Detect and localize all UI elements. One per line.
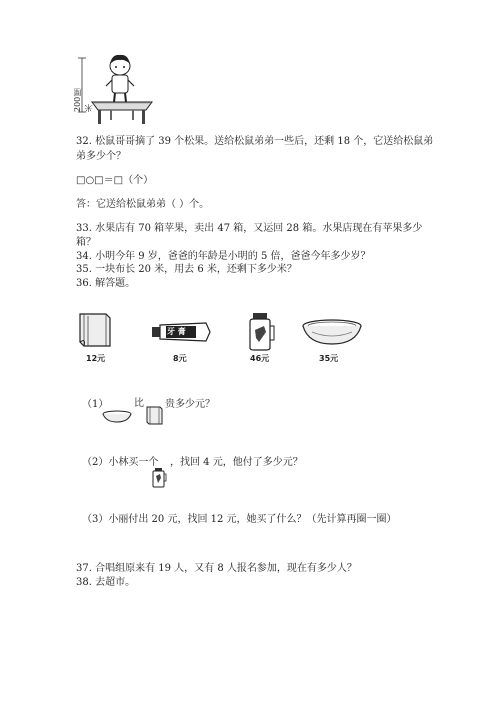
height-label: 200厘米 (73, 88, 93, 112)
towel-icon (76, 312, 116, 350)
q32-line2: 弟多少个？ (76, 151, 126, 162)
q36-sub2-prefix: （2）小林买一个 (82, 457, 159, 468)
q36-sub1-prefix: （1） (82, 399, 109, 410)
q36-sub3-text: （3）小丽付出 20 元，找回 12 元，她买了什么？（先计算再圈一圈） (82, 514, 397, 525)
towel-price: 12元 (86, 354, 106, 363)
q32-line1: 32. 松鼠哥哥摘了 39 个松果。送给松鼠弟弟一些后，还剩 18 个，它送给松鼠弟 (76, 136, 434, 147)
q35-text: 35. 一块布长 20 米，用去 6 米，还剩下多少米？ (76, 264, 297, 275)
toothpaste-label: 牙 膏 (167, 327, 186, 336)
q36-sub1-rest: 贵多少元？ (165, 399, 215, 410)
q34-text: 34. 小明今年 9 岁，爸爸的年龄是小明的 5 倍，爸爸今年多少岁？ (76, 251, 371, 262)
q32-answer: 答：它送给松鼠弟弟（ ）个。 (76, 199, 210, 210)
q36-sub2-rest: ，找回 4 元，他付了多少元？ (170, 457, 303, 468)
q33-line1: 33. 水果店有 70 箱苹果，卖出 47 箱，又运回 28 箱。水果店现在有苹果多少 (76, 223, 423, 234)
q37-text: 37. 合唱组原来有 19 人，又有 8 人报名参加，现在有多少人？ (76, 563, 357, 574)
toothpaste-price: 8元 (173, 354, 187, 363)
q36-sub1-compare: 比 (134, 398, 144, 409)
q32-formula: □○□＝□（个） (76, 175, 154, 186)
q38-text: 38. 去超市。 (76, 577, 136, 588)
bowl-icon (300, 318, 364, 348)
bowl-price: 35元 (319, 354, 339, 363)
bottle-icon (244, 312, 276, 352)
bowl-small-icon (101, 409, 133, 423)
q33-line2: 箱？ (76, 237, 96, 248)
towel-small-icon (145, 406, 165, 426)
bottle-small-icon (151, 468, 167, 488)
bottle-price: 46元 (250, 354, 270, 363)
q36-title: 36. 解答题。 (76, 278, 136, 289)
